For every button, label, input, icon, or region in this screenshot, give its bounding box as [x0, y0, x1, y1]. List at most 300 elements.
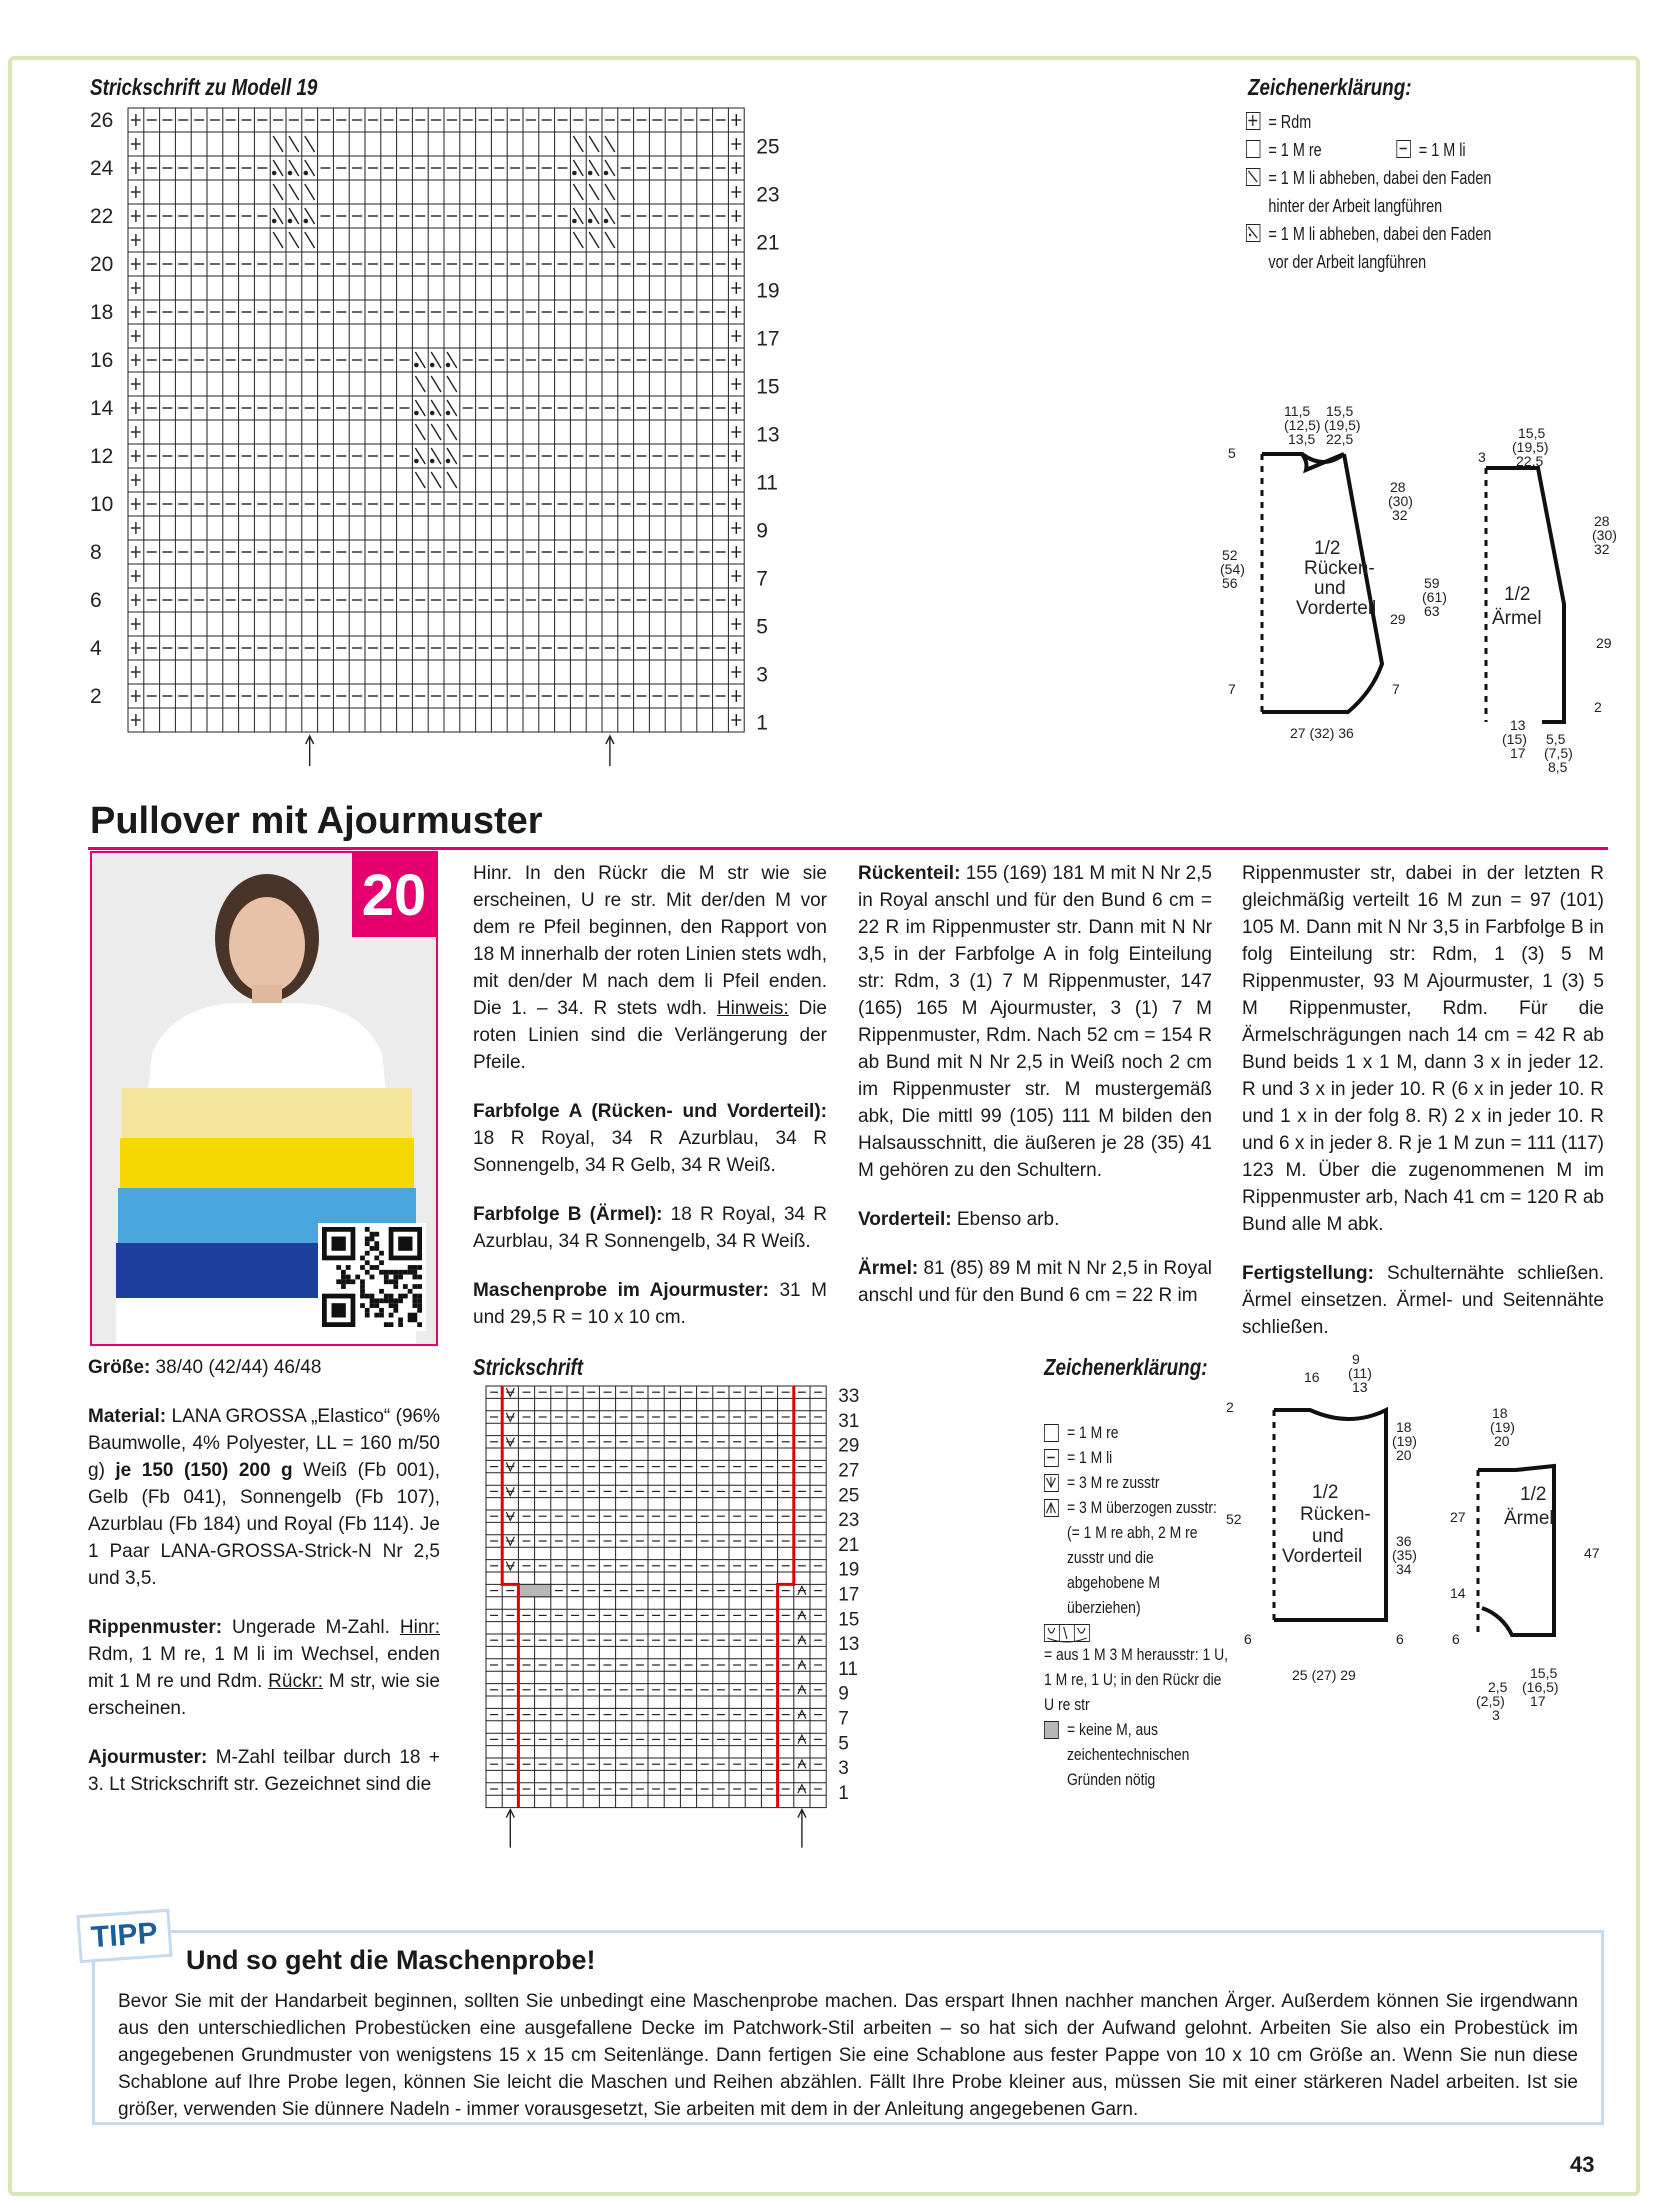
schematic20-label: 20	[1396, 1447, 1412, 1463]
qr-module	[374, 1256, 379, 1261]
qr-module	[374, 1246, 379, 1251]
schematic19-label: 2	[1594, 699, 1602, 715]
chart20-row-label: 33	[838, 1386, 860, 1408]
chart19-slash	[431, 424, 441, 440]
qr-module	[384, 1298, 389, 1303]
chart19-dot	[431, 411, 434, 414]
schematic19-label: 8,5	[1548, 759, 1568, 775]
tip-title: Und so geht die Maschenprobe!	[186, 1945, 596, 1975]
qr-module	[370, 1232, 375, 1237]
schematic19-label: 13,5	[1288, 431, 1316, 447]
slash-icon	[1246, 168, 1260, 186]
schematic19-label: 1/2	[1504, 584, 1531, 605]
chart19-slash	[305, 184, 315, 200]
qr-module	[374, 1303, 379, 1308]
chart19-grid	[90, 108, 1120, 780]
schematic20-label: 1/2	[1312, 1482, 1339, 1503]
chart20-row-label: 15	[838, 1609, 860, 1631]
qr-module	[412, 1265, 417, 1270]
qr-module	[398, 1294, 403, 1299]
chart19-slash	[605, 136, 615, 152]
chart19-right-row-label: 19	[756, 279, 780, 303]
chart19-slash	[415, 472, 425, 488]
qr-module	[346, 1265, 351, 1270]
legend20-increase-text: = aus 1 M 3 M herausstr: 1 U, 1 M re, 1 U; in den Rückr die U re str	[1044, 1645, 1229, 1714]
column-pattern: Hinr. In den Rückr die M str wie sie erscheinen, U re str. Mit der/den M vor dem re Pfeil beginnen, den Rapport von 18 M innerhalb der roten Linien stets wdh, mit den/der M nach dem li Pfeil enden. Die 1. – 34. R stets wdh. Hinweis: Die roten Linien sind die Verlängerung der Pfeile. Farbfolge A (Rücken- und Vorderteil): 18 R Royal, 34 R Azurblau, 34 R Sonnengelb, 34 R Gelb, 34 R Weiß. Farbfolge B (Ärmel): 18 R Royal, 34 R Azurblau, 34 R Sonnengelb, 34 R Weiß. Maschenprobe im Ajourmuster: 31 M und 29,5 R = 10 x 10 cm.	[473, 863, 827, 1328]
qr-module	[393, 1270, 398, 1275]
page-title: Pullover mit Ajourmuster	[90, 800, 543, 842]
qr-module	[389, 1298, 394, 1303]
schematic19-label: 1/2	[1314, 538, 1341, 559]
qr-module	[384, 1275, 389, 1280]
qr-module	[389, 1313, 394, 1318]
qr-module	[412, 1284, 417, 1289]
chart19-row-labels	[90, 109, 780, 734]
qr-module	[389, 1279, 394, 1284]
chart19-left-row-label: 2	[90, 685, 102, 709]
legend19-item-knit: = 1 M re = 1 M li	[1246, 136, 1534, 164]
model-number-badge: 20	[352, 853, 436, 937]
schematic19-label: 52	[1222, 547, 1238, 563]
chart19-dot	[431, 459, 434, 462]
chart20-grid	[470, 1386, 1030, 1846]
qr-module	[412, 1275, 417, 1280]
schematic20-label: 6	[1396, 1631, 1404, 1647]
chart19-left-row-label: 6	[90, 589, 102, 613]
qr-module	[360, 1284, 365, 1289]
schematic19-label: 22,5	[1516, 453, 1544, 469]
chart19-left-row-label: 18	[90, 301, 114, 325]
title-underline	[88, 847, 1608, 850]
qr-module	[412, 1294, 417, 1299]
chart19-right-row-label: 17	[756, 327, 780, 351]
chart19-left-row-label: 20	[90, 253, 114, 277]
qr-module	[417, 1298, 422, 1303]
schematic20-label: 15,5	[1530, 1665, 1558, 1681]
schematic19-label: 29	[1596, 635, 1612, 651]
qr-module	[374, 1265, 379, 1270]
qr-code-icon[interactable]	[318, 1223, 426, 1331]
chart19-right-row-label: 3	[756, 663, 768, 687]
qr-module	[398, 1322, 403, 1327]
schematic20-label: 25 (27) 29	[1292, 1667, 1356, 1683]
knit3tog-icon	[1044, 1474, 1059, 1492]
schematic20-label: Rücken-	[1300, 1504, 1371, 1525]
qr-module	[389, 1270, 394, 1275]
chart19-left-row-label: 24	[90, 157, 114, 181]
qr-module	[389, 1303, 394, 1308]
qr-module	[379, 1251, 384, 1256]
qr-module	[417, 1303, 422, 1308]
qr-finder-core	[398, 1237, 412, 1251]
chart19-slash	[273, 184, 283, 200]
chart20-row-label: 19	[838, 1559, 860, 1581]
legend20-item-k3tog: = 3 M re zusstr	[1044, 1470, 1241, 1495]
chart19-slash	[573, 232, 583, 248]
legend20-item-no-stitch: = keine M, aus zeichentechnischen Gründen nötig	[1044, 1717, 1241, 1792]
schematic20-label: 52	[1226, 1511, 1242, 1527]
chart20-row-label: 27	[838, 1460, 860, 1482]
qr-module	[412, 1313, 417, 1318]
schematic20-label: 2,5	[1488, 1679, 1508, 1695]
schematic20-label: Vorderteil	[1282, 1546, 1363, 1567]
chart19-slash	[447, 424, 457, 440]
chart19-right-row-label: 1	[756, 711, 768, 735]
chart19-slash	[589, 136, 599, 152]
qr-module	[393, 1279, 398, 1284]
qr-module	[408, 1270, 413, 1275]
chart20-row-label: 11	[838, 1658, 858, 1680]
chart20-row-label: 31	[838, 1410, 860, 1432]
schematic19-label: 11,5	[1284, 403, 1311, 419]
chart19-slash	[589, 184, 599, 200]
schematic19-label: (54)	[1220, 561, 1245, 577]
legend20-item-purl: = 1 M li	[1044, 1445, 1241, 1470]
schematic19-label: 32	[1594, 541, 1610, 557]
qr-module	[370, 1246, 375, 1251]
schematic19-label: 29	[1390, 611, 1406, 627]
chart19-slash	[415, 376, 425, 392]
qr-module	[370, 1265, 375, 1270]
chart20-row-label: 1	[838, 1782, 849, 1804]
schematic19-label: (30)	[1592, 527, 1617, 543]
qr-module	[370, 1237, 375, 1242]
qr-module	[355, 1275, 360, 1280]
qr-module	[379, 1313, 384, 1318]
chart19-dot	[446, 459, 449, 462]
qr-module	[365, 1227, 370, 1232]
qr-module	[393, 1275, 398, 1280]
schematic19-label: (19,5)	[1324, 417, 1361, 433]
qr-module	[384, 1270, 389, 1275]
chart19-slash	[573, 184, 583, 200]
chart19-dot	[589, 171, 592, 174]
schematic20-label: 27	[1450, 1509, 1466, 1525]
empty-box-icon	[1246, 140, 1260, 158]
chart19-left-row-label: 4	[90, 637, 102, 661]
qr-module	[365, 1270, 370, 1275]
chart19-slash	[573, 136, 583, 152]
schematic20-label: 20	[1494, 1433, 1510, 1449]
page-number: 43	[1570, 2152, 1595, 2177]
qr-module	[398, 1298, 403, 1303]
schematic19-label: (12,5)	[1284, 417, 1321, 433]
schematic19-label: 27 (32) 36	[1290, 725, 1354, 741]
qr-module	[346, 1275, 351, 1280]
qr-module	[370, 1294, 375, 1299]
chart20-row-label: 3	[838, 1758, 849, 1780]
qr-module	[393, 1284, 398, 1289]
qr-module	[412, 1303, 417, 1308]
legend19-heading: Zeichenerklärung:	[1248, 74, 1412, 100]
qr-module	[384, 1279, 389, 1284]
qr-module	[374, 1298, 379, 1303]
chart19-right-row-label: 5	[756, 615, 768, 639]
plus-icon	[1246, 112, 1260, 130]
column-back-front: Rückenteil: 155 (169) 181 M mit N Nr 2,5 in Royal anschl und für den Bund 6 cm = 22 R im Rippenmuster str. Dann mit N Nr 3,5 in der Farbfolge A in folg Einteilung str: Rdm, 3 (1) 7 M Rippenmuster, 147 (165) 165 M Ajourmuster, 3 (1) 7 M Rippenmuster, Rdm. Nach 52 cm = 154 R ab Bund mit N Nr 2,5 in Weiß noch 2 cm im Rippenmuster str. M mustergemäß abk, Die mittl 99 (105) 111 M bilden den Halsausschnitt, die äußeren je 28 (35) 41 M gehören zu den Schultern. Vorderteil: Ebenso arb. Ärmel: 81 (85) 89 M mit N Nr 2,5 in Royal anschl und für den Bund 6 cm = 22 R im	[858, 863, 1212, 1306]
schematic20-label: 13	[1352, 1379, 1368, 1395]
schematic19-label: (19,5)	[1512, 439, 1549, 455]
schematic19-label: 7	[1228, 681, 1236, 697]
chart19-dot	[288, 219, 291, 222]
schematic19-label: 15,5	[1326, 403, 1354, 419]
qr-module	[403, 1294, 408, 1299]
qr-module	[393, 1303, 398, 1308]
qr-module	[370, 1303, 375, 1308]
qr-module	[365, 1308, 370, 1313]
chart20-row-label: 9	[838, 1683, 849, 1705]
chart19-dot	[573, 171, 576, 174]
qr-module	[379, 1308, 384, 1313]
schematic19-label: 56	[1222, 575, 1238, 591]
chart20-row-label: 17	[838, 1584, 860, 1606]
chart19-dot	[573, 219, 576, 222]
legend20-item-knit: = 1 M re	[1044, 1420, 1241, 1445]
chart19-left-row-label: 10	[90, 493, 114, 517]
chart19-slash	[289, 184, 299, 200]
qr-module	[341, 1284, 346, 1289]
chart19-dot	[415, 459, 418, 462]
qr-module	[360, 1265, 365, 1270]
schematic19-label: 5,5	[1546, 731, 1566, 747]
sk2p-icon	[1044, 1499, 1059, 1517]
qr-module	[393, 1298, 398, 1303]
qr-module	[360, 1294, 365, 1299]
column-materials: Größe: 38/40 (42/44) 46/48 Material: LANA GROSSA „Elastico“ (96% Baumwolle, 4% Polyester, LL = 160 m/50 g) je 150 (150) 200 g Weiß (Fb 001), Gelb (Fb 041), Sonnengelb (Fb 107), Azurblau (Fb 184) und Royal (Fb 114). Je 1 Paar LANA-GROSSA-Strick-N Nr 2,5 und 3,5. Rippenmuster: Ungerade M-Zahl. Hinr: Rdm, 1 M re, 1 M li im Wechsel, enden mit 1 M re und Rdm. Rückr: M str, wie sie erscheinen. Ajourmuster: M-Zahl teilbar durch 18 + 3. Lt Strickschrift str. Gezeichnet sind die	[88, 1357, 441, 1795]
schematic19-label: 5	[1228, 445, 1236, 461]
chart19-dot	[446, 411, 449, 414]
chart19-slash	[431, 376, 441, 392]
chart19-dot	[304, 171, 307, 174]
chart19-dot	[415, 411, 418, 414]
chart19-slash	[431, 472, 441, 488]
chart19-left-row-label: 8	[90, 541, 102, 565]
schematic19-label: Rücken-	[1304, 558, 1375, 579]
chart19-left-row-label: 16	[90, 349, 114, 373]
chart19-dot	[288, 171, 291, 174]
chart20-grey-cells	[518, 1584, 550, 1596]
qr-module	[384, 1294, 389, 1299]
qr-module	[417, 1322, 422, 1327]
qr-module	[370, 1275, 375, 1280]
chart19-left-row-label: 14	[90, 397, 114, 421]
legend19-item-slip-back: = 1 M li abheben, dabei den Faden hinter der Arbeit langführen	[1246, 164, 1534, 220]
chart19-dot	[589, 219, 592, 222]
qr-finder-core	[332, 1237, 346, 1251]
schematic19-label: (15)	[1502, 731, 1527, 747]
schematic20-label: 34	[1396, 1561, 1412, 1577]
chart19-right-row-label: 7	[756, 567, 768, 591]
chart19-right-row-label: 23	[756, 183, 780, 207]
qr-module	[417, 1265, 422, 1270]
schematic20-label: (2,5)	[1476, 1693, 1505, 1709]
schematic20-label: 2	[1226, 1399, 1234, 1415]
chart19-dot	[304, 219, 307, 222]
schematic19	[1196, 392, 1616, 782]
chart19-slash	[273, 136, 283, 152]
tip-label: TIPP	[76, 1909, 172, 1963]
qr-module	[341, 1279, 346, 1284]
chart20-row-label: 21	[838, 1534, 860, 1556]
chart19-slash	[589, 232, 599, 248]
qr-module	[412, 1317, 417, 1322]
qr-module	[360, 1279, 365, 1284]
qr-module	[393, 1308, 398, 1313]
schematic20-label: (11)	[1348, 1365, 1372, 1381]
qr-module	[398, 1275, 403, 1280]
chart19-slash	[305, 136, 315, 152]
chart19-slash	[289, 232, 299, 248]
qr-module	[374, 1241, 379, 1246]
schematic20-label: 16	[1304, 1369, 1320, 1385]
dotted-slash-icon	[1246, 224, 1260, 242]
schematic19-label: (61)	[1422, 589, 1447, 605]
legend20-item-sk2p: = 3 M überzogen zusstr: (= 1 M re abh, 2 M re zusstr und die abgehobene M überziehen)	[1044, 1495, 1241, 1620]
schematic20-label: 3	[1492, 1707, 1500, 1723]
schematic20-label: 18	[1396, 1419, 1412, 1435]
qr-module	[365, 1237, 370, 1242]
qr-module	[365, 1294, 370, 1299]
schematic19-label: 17	[1510, 745, 1526, 761]
schematic20	[1200, 1350, 1610, 1750]
qr-module	[384, 1322, 389, 1327]
schematic19-label: Vorderteil	[1296, 598, 1377, 619]
schematic20-label: (19)	[1392, 1433, 1417, 1449]
qr-module	[360, 1289, 365, 1294]
chart19-right-row-label: 15	[756, 375, 780, 399]
qr-module	[365, 1241, 370, 1246]
chart19-right-row-label: 13	[756, 423, 780, 447]
qr-module	[417, 1284, 422, 1289]
chart19-dot	[431, 363, 434, 366]
qr-module	[365, 1260, 370, 1265]
chart20-row-label: 29	[838, 1435, 860, 1457]
schematic20-label: 47	[1584, 1545, 1600, 1561]
chart19-slash	[447, 376, 457, 392]
chart19-dot	[446, 363, 449, 366]
chart19-left-row-label: 12	[90, 445, 114, 469]
schematic19-label: und	[1314, 578, 1346, 599]
schematic19-label: Ärmel	[1492, 608, 1542, 629]
qr-module	[351, 1279, 356, 1284]
legend19-item-rdm: = Rdm	[1246, 108, 1534, 136]
chart19-slash	[289, 136, 299, 152]
qr-module	[417, 1275, 422, 1280]
qr-module	[365, 1313, 370, 1318]
qr-module	[370, 1298, 375, 1303]
legend19-item-slip-front: = 1 M li abheben, dabei den Faden vor der Arbeit langführen	[1246, 220, 1534, 276]
qr-module	[403, 1284, 408, 1289]
chart19-right-row-label: 21	[756, 231, 780, 255]
qr-module	[379, 1270, 384, 1275]
qr-module	[408, 1289, 413, 1294]
qr-module	[341, 1275, 346, 1280]
qr-module	[336, 1279, 341, 1284]
chart20-row-label: 5	[838, 1733, 849, 1755]
schematic19-label: 63	[1424, 603, 1440, 619]
chart20-row-label: 25	[838, 1485, 860, 1507]
chart19-right-row-label: 9	[756, 519, 768, 543]
schematic20-label: 14	[1450, 1585, 1466, 1601]
chart19-dot	[415, 363, 418, 366]
qr-module	[379, 1289, 384, 1294]
qr-module	[408, 1265, 413, 1270]
qr-module	[417, 1294, 422, 1299]
chart19-dot	[273, 219, 276, 222]
qr-module	[374, 1313, 379, 1318]
dash-icon	[1396, 140, 1410, 158]
legend20-heading: Zeichenerklärung:	[1044, 1354, 1208, 1380]
schematic20-label: 17	[1530, 1693, 1546, 1709]
chart19-dot	[604, 219, 607, 222]
chart19-slash	[447, 472, 457, 488]
qr-module	[365, 1251, 370, 1256]
schematic20-label: (16,5)	[1522, 1679, 1559, 1695]
schematic19-label: 28	[1390, 479, 1406, 495]
chart19-dot	[273, 171, 276, 174]
qr-module	[398, 1317, 403, 1322]
qr-module	[398, 1270, 403, 1275]
chart20-heading: Strickschrift	[473, 1354, 584, 1380]
schematic20-label: 18	[1492, 1405, 1508, 1421]
qr-module	[389, 1322, 394, 1327]
qr-module	[379, 1298, 384, 1303]
qr-module	[389, 1294, 394, 1299]
schematic19-label: 59	[1424, 575, 1440, 591]
qr-module	[379, 1260, 384, 1265]
qr-module	[374, 1232, 379, 1237]
schematic19-label: 3	[1478, 449, 1486, 465]
schematic19-label: (30)	[1388, 493, 1413, 509]
chart19-slash	[415, 424, 425, 440]
schematic19-label: 15,5	[1518, 425, 1546, 441]
grey-box-icon	[1044, 1721, 1059, 1739]
schematic20-label: (35)	[1392, 1547, 1417, 1563]
schematic19-label: 22,5	[1326, 431, 1354, 447]
schematic20-label: und	[1312, 1526, 1344, 1547]
chart19-dot	[604, 171, 607, 174]
chart19-slash	[273, 232, 283, 248]
schematic19-label: 32	[1392, 507, 1408, 523]
schematic19-label: 13	[1510, 717, 1526, 733]
qr-module	[360, 1256, 365, 1261]
legend19	[1246, 108, 1534, 276]
chart19-heading: Strickschrift zu Modell 19	[90, 74, 318, 100]
qr-module	[408, 1313, 413, 1318]
qr-module	[412, 1298, 417, 1303]
chart19-slash	[605, 184, 615, 200]
qr-module	[417, 1308, 422, 1313]
schematic20-label: 6	[1244, 1631, 1252, 1647]
chart20-row-label: 23	[838, 1510, 860, 1532]
qr-module	[403, 1270, 408, 1275]
chart19-right-row-label: 11	[756, 471, 779, 495]
chart19-slash	[605, 232, 615, 248]
qr-module	[360, 1303, 365, 1308]
schematic19-label: (7,5)	[1544, 745, 1573, 761]
qr-finder-core	[332, 1303, 346, 1317]
increase-icon	[1044, 1624, 1090, 1642]
qr-module	[408, 1317, 413, 1322]
chart20-row-label: 7	[838, 1708, 849, 1730]
schematic20-label: 6	[1452, 1631, 1460, 1647]
qr-module	[336, 1265, 341, 1270]
qr-module	[346, 1279, 351, 1284]
schematic19-label: 7	[1392, 681, 1400, 697]
chart19-left-row-label: 22	[90, 205, 114, 229]
schematic20-label: 1/2	[1520, 1484, 1547, 1505]
chart19-right-row-label: 25	[756, 135, 780, 159]
